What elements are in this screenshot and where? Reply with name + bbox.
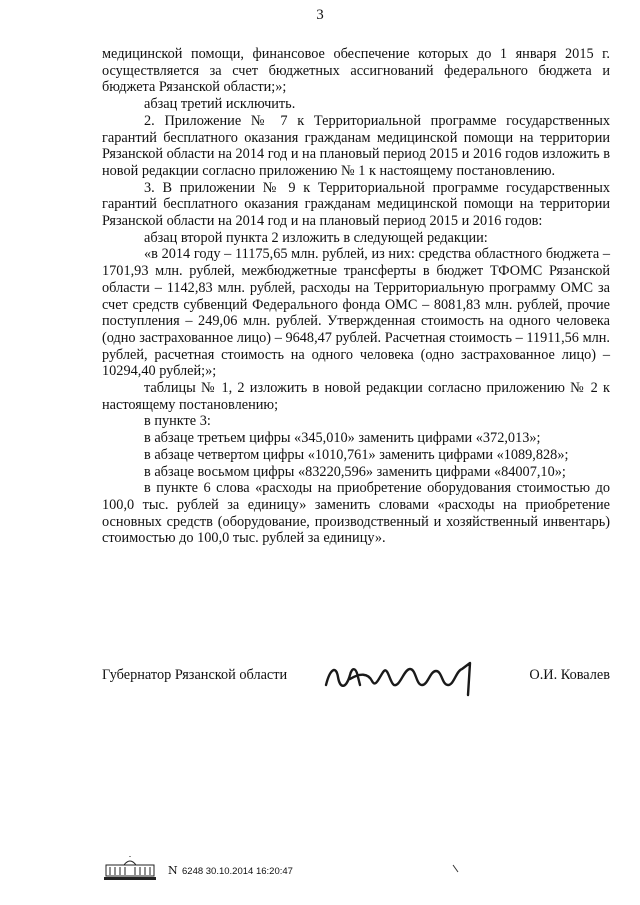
signatory-role: Губернатор Рязанской области bbox=[102, 667, 288, 683]
handwritten-signature bbox=[320, 655, 490, 699]
footer bbox=[102, 856, 402, 886]
scan-speck bbox=[452, 864, 460, 874]
paragraph-8: в пункте 3: bbox=[144, 413, 211, 430]
document-body bbox=[102, 46, 610, 547]
paragraph-4: 3. В приложении № 9 к Территориальной программе государственных гарантий бесплатного оказания гражданам медицинской помощи на территории Рязанской области на 2014 год и на плановый период 2015 и 2016 годов: bbox=[102, 179, 610, 230]
paragraph-5: абзац второй пункта 2 изложить в следующей редакции: bbox=[144, 229, 488, 246]
registration-stamp: 6248 30.10.2014 16:20:47 bbox=[182, 866, 293, 877]
paragraph-2: абзац третий исключить. bbox=[144, 96, 296, 113]
page-number: 3 bbox=[316, 7, 324, 23]
signatory-name: О.И. Ковалев bbox=[529, 667, 610, 683]
paragraph-7: таблицы № 1, 2 изложить в новой редакции согласно приложению № 2 к настоящему постановлению; bbox=[102, 380, 610, 413]
paragraph-11: в абзаце восьмом цифры «83220,596» заменить цифрами «84007,10»; bbox=[144, 463, 566, 480]
paragraph-9: в абзаце третьем цифры «345,010» заменить цифрами «372,013»; bbox=[144, 430, 541, 447]
building-logo-icon bbox=[102, 856, 158, 882]
paragraph-1: медицинской помощи, финансовое обеспечение которых до 1 января 2015 г. осуществляется за счет бюджетных ассигнований федерального бюджета и бюджета Рязанской области;»; bbox=[102, 46, 610, 96]
paragraph-3: 2. Приложение № 7 к Территориальной программе государственных гарантий бесплатного оказания гражданам медицинской помощи на территории Рязанской области на 2014 год и на плановый период 2015 и 2016 годов изложить в новой редакции согласно приложению № 1 к настоящему постановлению. bbox=[102, 112, 610, 179]
paragraph-10: в абзаце четвертом цифры «1010,761» заменить цифрами «1089,828»; bbox=[144, 446, 569, 463]
paragraph-6: «в 2014 году – 11175,65 млн. рублей, из них: средства областного бюджета – 1701,93 млн. рублей, межбюджетные трансферты в бюджет ТФОМС Рязанской области – 1142,83 млн. рублей, расходы на Территориальную программу ОМС за счет средств субвенций Федерального фонда ОМС – 8081,83 млн. рублей, прочие поступления – 249,06 млн. рублей. Утвержденная стоимость на одного человека (одно застрахованное лицо) – 9648,47 рублей. Расчетная стоимость – 11911,56 млн. рублей, расчетная стоимость на одного человека (одно застрахованное лицо) – 10294,40 рублей;»; bbox=[102, 246, 610, 380]
footer-mark: N bbox=[168, 864, 178, 877]
signature-block bbox=[102, 655, 610, 705]
paragraph-12: в пункте 6 слова «расходы на приобретение оборудования стоимостью до 100,0 тыс. рублей за единицу» заменить словами «расходы на приобретение основных средств (оборудование, производственный и хозяйственный инвентарь) стоимостью до 100,0 тыс. рублей за единицу». bbox=[102, 480, 610, 547]
